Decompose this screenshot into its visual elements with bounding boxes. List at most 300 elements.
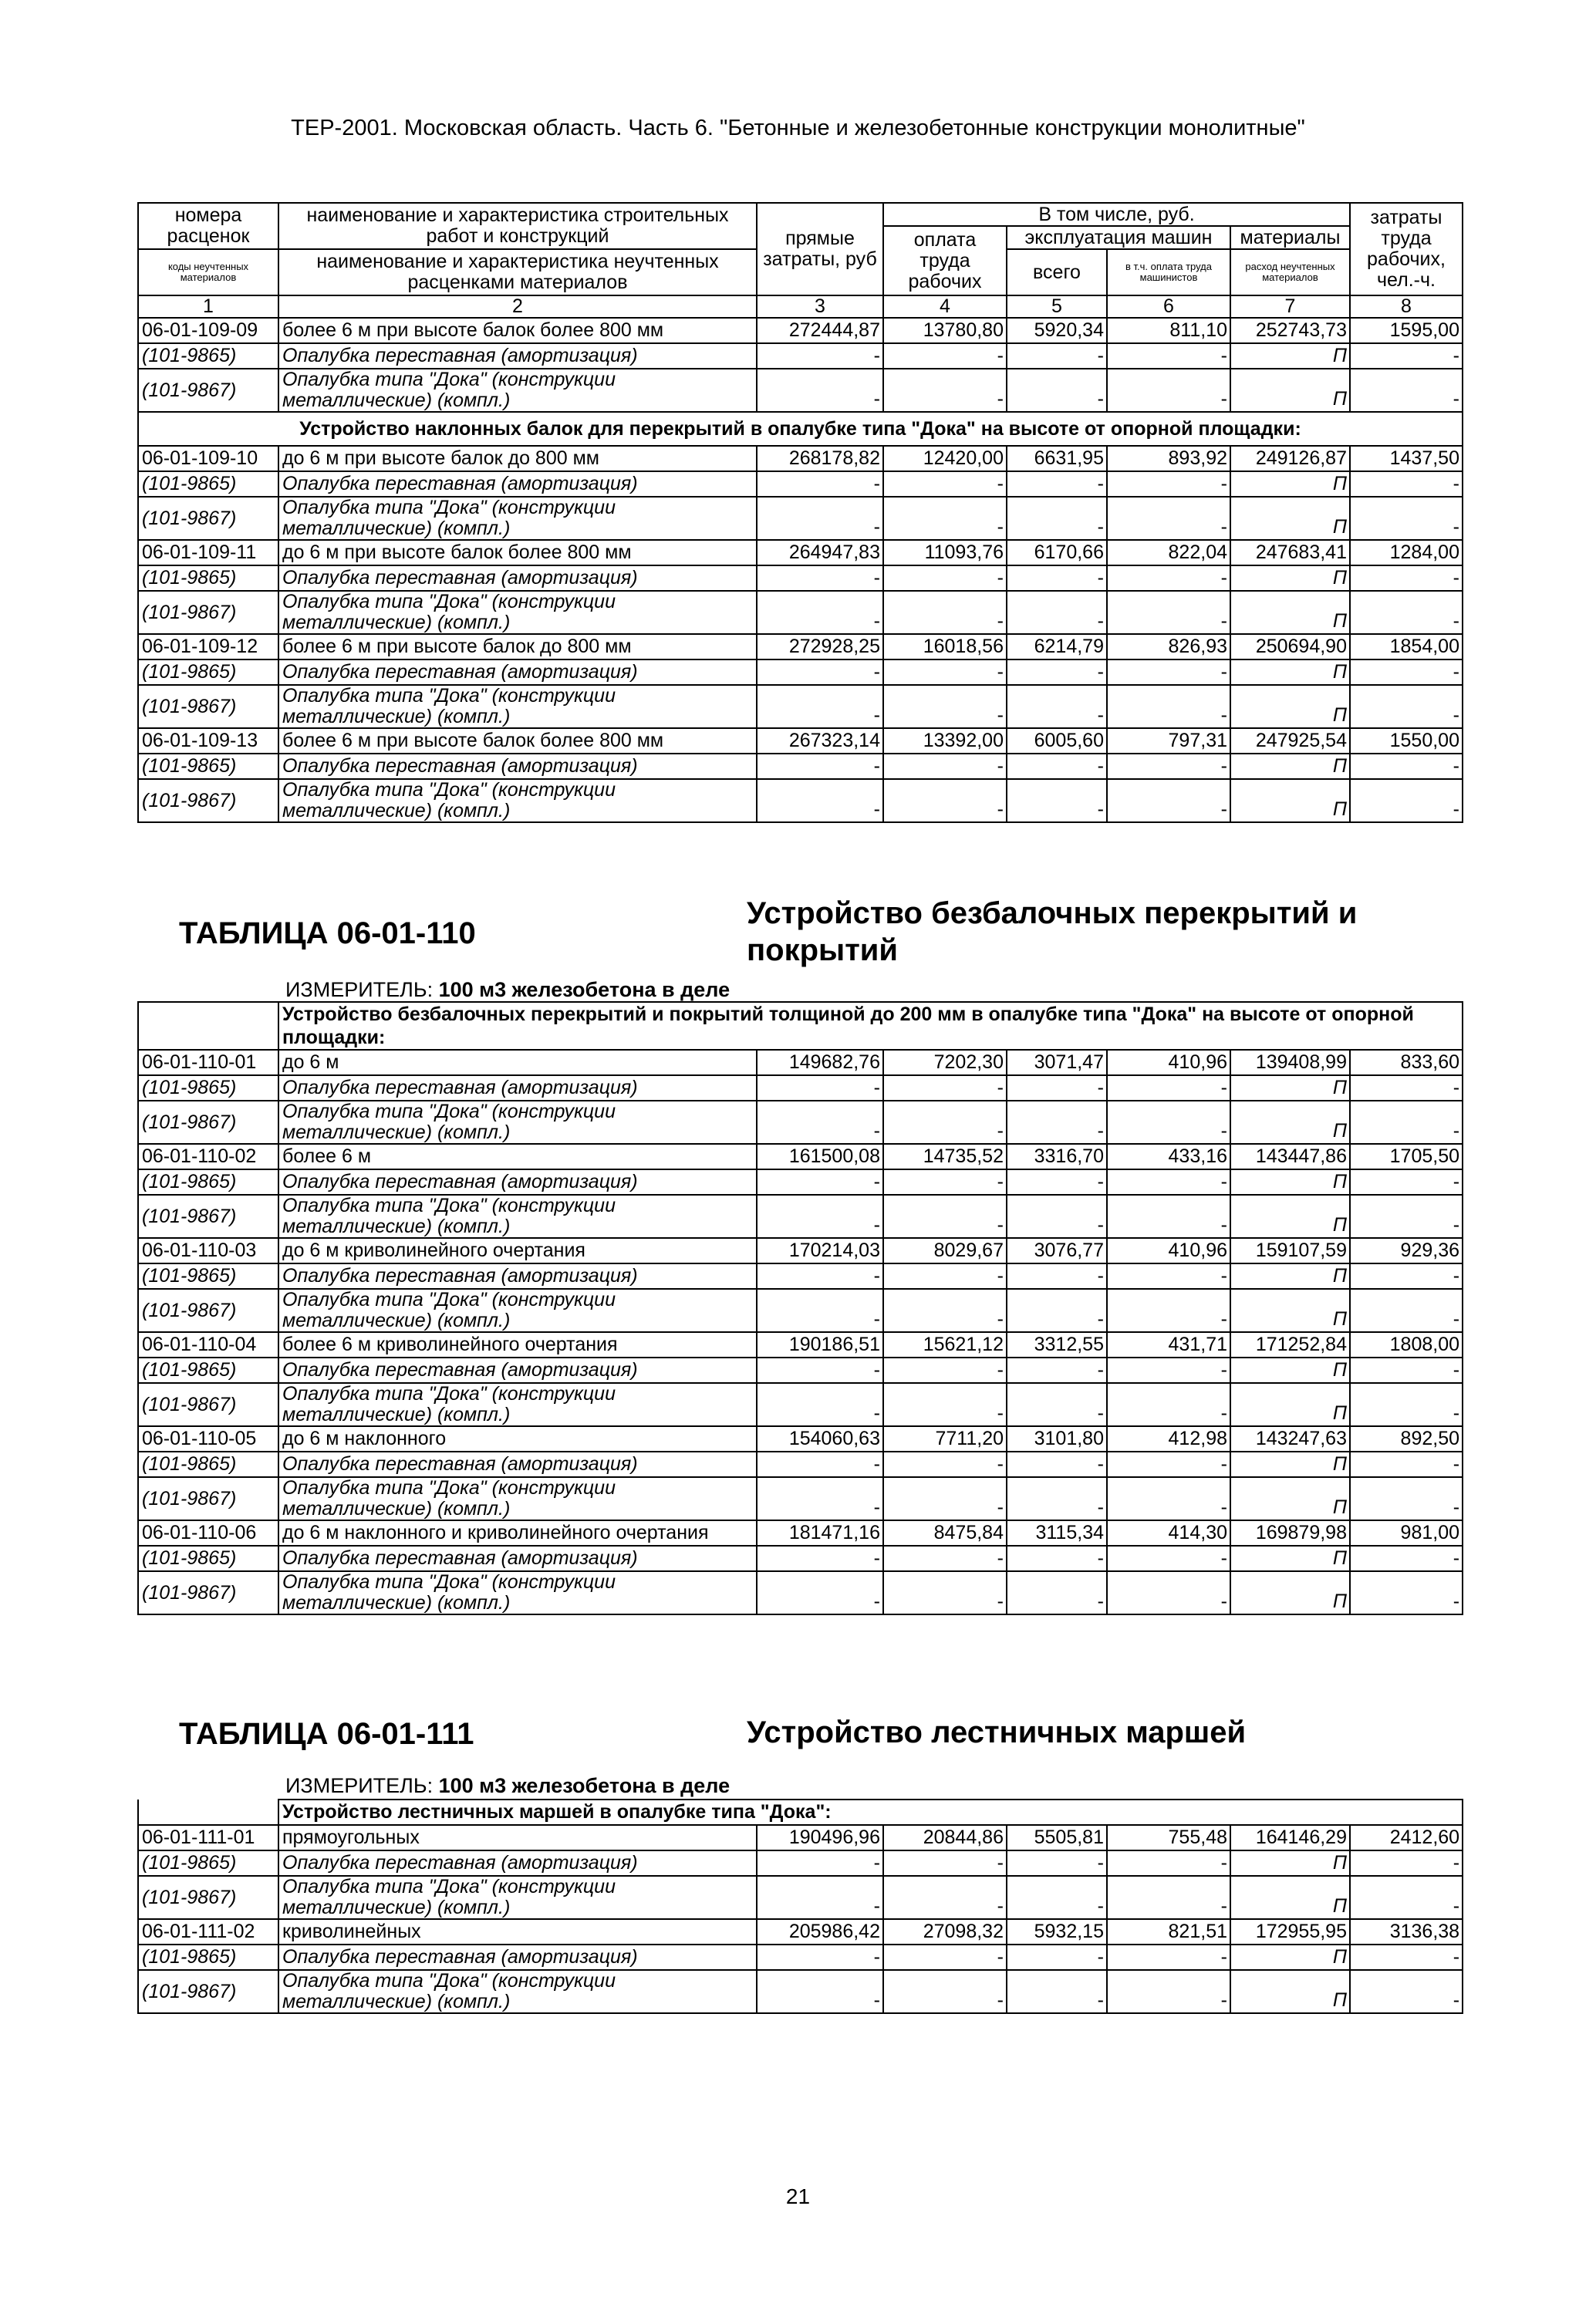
material-name-cell: Опалубка переставная (амортизация) [278,471,757,497]
wage-cell: 20844,86 [883,1825,1007,1850]
material-value-cell: - [1007,1101,1107,1144]
materials-cell: 143447,86 [1230,1144,1350,1169]
material-value-cell: П [1230,1970,1350,2013]
material-code-cell: (101-9865) [138,1358,278,1383]
row-code-cell: (101-9865) [138,343,278,369]
wage-cell: 14735,52 [883,1144,1007,1169]
row-code-cell: 06-01-110-05 [138,1426,278,1452]
material-name-cell: Опалубка типа "Дока" (конструкции металлические) (компл.) [278,1876,757,1919]
material-name-cell: Опалубка типа "Дока" (конструкции металлические) (компл.) [278,1970,757,2013]
material-value-cell: - [757,1075,883,1101]
material-name-cell: Опалубка переставная (амортизация) [278,754,757,779]
row-value-cell: - [1107,343,1230,369]
material-value-cell: - [1107,497,1230,540]
material-value-cell: - [883,565,1007,591]
material-name-cell: Опалубка типа "Дока" (конструкции металлические) (компл.) [278,685,757,728]
material-value-cell: - [1107,1195,1230,1238]
material-name-cell: Опалубка переставная (амортизация) [278,1546,757,1571]
wage-cell: 7202,30 [883,1050,1007,1075]
material-code-cell: (101-9867) [138,685,278,728]
material-value-cell: - [757,1383,883,1426]
material-value-cell: - [757,1876,883,1919]
row-name-cell: Опалубка переставная (амортизация) [278,343,757,369]
material-value-cell: - [1007,1876,1107,1919]
table-row [138,1426,1463,1452]
material-value-cell: П [1230,1850,1350,1876]
header-num: 7 [1230,295,1350,318]
table-row [138,634,1463,659]
material-row [138,1289,1463,1332]
material-code-cell: (101-9865) [138,1075,278,1101]
material-value-cell: - [883,1970,1007,2013]
material-row [138,1169,1463,1195]
material-code-cell: (101-9865) [138,1850,278,1876]
material-value-cell: - [757,1945,883,1970]
table-111 [137,1799,1463,2014]
measure-label: ИЗМЕРИТЕЛЬ: [285,978,434,1001]
material-value-cell: П [1230,779,1350,822]
material-value-cell: - [883,1477,1007,1520]
header-num: 1 [138,295,278,318]
material-value-cell: - [1007,659,1107,685]
material-value-cell: - [883,1075,1007,1101]
machine-cell: 6170,66 [1007,540,1107,565]
labor-cell: 1284,00 [1350,540,1463,565]
material-value-cell: - [1107,1358,1230,1383]
table-row [138,369,1463,412]
materials-cell: 247683,41 [1230,540,1350,565]
machine-wage-cell: 821,51 [1107,1919,1230,1945]
measure-value: 100 м3 железобетона в деле [438,978,731,1001]
wage-cell: 12420,00 [883,446,1007,471]
material-value-cell: - [1350,1289,1463,1332]
material-value-cell: - [1007,1289,1107,1332]
material-code-cell: (101-9867) [138,1876,278,1919]
machine-cell: 3316,70 [1007,1144,1107,1169]
labor-cell: 929,36 [1350,1238,1463,1263]
row-name-cell: более 6 м при высоте балок более 800 мм [278,728,757,754]
material-value-cell: - [757,1263,883,1289]
material-value-cell: - [1350,1383,1463,1426]
direct-cost-cell: 161500,08 [757,1144,883,1169]
material-row [138,1263,1463,1289]
material-value-cell: - [757,1101,883,1144]
material-value-cell: - [1107,1263,1230,1289]
materials-cell: 164146,29 [1230,1825,1350,1850]
labor-cell: 1808,00 [1350,1332,1463,1358]
direct-cost-cell: 205986,42 [757,1919,883,1945]
table-label: ТАБЛИЦА 06-01-111 [179,1717,474,1751]
material-value-cell: - [883,1383,1007,1426]
material-value-cell: П [1230,1195,1350,1238]
material-code-cell: (101-9867) [138,1195,278,1238]
material-row [138,1358,1463,1383]
material-value-cell: - [1350,659,1463,685]
material-code-cell: (101-9867) [138,1571,278,1614]
material-row [138,659,1463,685]
materials-cell: 159107,59 [1230,1238,1350,1263]
material-row [138,1195,1463,1238]
row-code-cell: 06-01-109-09 [138,318,278,343]
machine-cell: 6631,95 [1007,446,1107,471]
material-row [138,497,1463,540]
material-value-cell: - [1107,754,1230,779]
row-name-cell: до 6 м при высоте балок до 800 мм [278,446,757,471]
material-value-cell: - [1350,1546,1463,1571]
material-value-cell: - [1350,1358,1463,1383]
labor-cell: 1550,00 [1350,728,1463,754]
row-code-cell: 06-01-110-01 [138,1050,278,1075]
material-name-cell: Опалубка переставная (амортизация) [278,1850,757,1876]
row-name-cell: до 6 м наклонного [278,1426,757,1452]
material-value-cell: П [1230,1945,1350,1970]
material-value-cell: - [1350,1850,1463,1876]
material-value-cell: - [1007,591,1107,634]
row-name-cell: более 6 м [278,1144,757,1169]
machine-cell: 3076,77 [1007,1238,1107,1263]
material-row [138,1075,1463,1101]
material-code-cell: (101-9867) [138,591,278,634]
material-row [138,1876,1463,1919]
material-value-cell: - [883,1358,1007,1383]
material-row [138,1452,1463,1477]
direct-cost-cell: 272928,25 [757,634,883,659]
material-value-cell: - [1107,1452,1230,1477]
material-code-cell: (101-9867) [138,1477,278,1520]
material-value-cell: - [757,1546,883,1571]
table-row [138,1050,1463,1075]
material-name-cell: Опалубка переставная (амортизация) [278,1075,757,1101]
row-code-cell: 06-01-109-11 [138,540,278,565]
material-value-cell: - [757,1169,883,1195]
material-value-cell: - [1350,1169,1463,1195]
material-value-cell: - [1007,754,1107,779]
material-value-cell: - [757,779,883,822]
material-value-cell: - [1350,1477,1463,1520]
material-value-cell: П [1230,1101,1350,1144]
direct-cost-cell: 190186,51 [757,1332,883,1358]
machine-cell: 3071,47 [1007,1050,1107,1075]
material-value-cell: - [883,1546,1007,1571]
header-num: 3 [757,295,883,318]
material-value-cell: П [1230,1876,1350,1919]
section-heading: Устройство наклонных балок для перекрытий в опалубке типа "Дока" на высоте от опорной площадки: [138,412,1463,446]
row-value-cell: 5920,34 [1007,318,1107,343]
labor-cell: 1705,50 [1350,1144,1463,1169]
material-value-cell: - [1350,497,1463,540]
table-row [138,318,1463,343]
material-code-cell: (101-9867) [138,497,278,540]
material-value-cell: - [1350,591,1463,634]
material-code-cell: (101-9867) [138,779,278,822]
material-value-cell: - [1007,497,1107,540]
material-value-cell: - [1007,1850,1107,1876]
table-label: ТАБЛИЦА 06-01-110 [179,916,476,950]
materials-cell: 249126,87 [1230,446,1350,471]
direct-cost-cell: 267323,14 [757,728,883,754]
material-code-cell: (101-9865) [138,1263,278,1289]
material-code-cell: (101-9865) [138,471,278,497]
row-value-cell: - [1007,369,1107,412]
material-value-cell: - [1107,659,1230,685]
table-row [138,1144,1463,1169]
material-name-cell: Опалубка типа "Дока" (конструкции металлические) (компл.) [278,1101,757,1144]
row-value-cell: П [1230,343,1350,369]
row-code-cell: 06-01-109-12 [138,634,278,659]
page-number: 21 [785,2184,811,2208]
header-mach-wage: в т.ч. оплата труда машинистов [1107,249,1230,295]
table-title: Устройство лестничных маршей [747,1715,1247,1749]
labor-cell: 892,50 [1350,1426,1463,1452]
material-value-cell: - [1007,1075,1107,1101]
material-code-cell: (101-9865) [138,754,278,779]
material-value-cell: - [1007,471,1107,497]
row-value-cell: - [1007,343,1107,369]
header-incl: В том числе, руб. [883,203,1350,226]
material-value-cell: - [1107,1169,1230,1195]
row-value-cell: - [1350,369,1463,412]
material-value-cell: П [1230,1546,1350,1571]
material-value-cell: - [883,1452,1007,1477]
row-value-cell: - [1107,369,1230,412]
material-value-cell: - [1107,1970,1230,2013]
material-value-cell: - [883,1101,1007,1144]
material-value-cell: П [1230,1289,1350,1332]
material-name-cell: Опалубка типа "Дока" (конструкции металлические) (компл.) [278,1477,757,1520]
row-value-cell: 811,10 [1107,318,1230,343]
material-value-cell: - [1007,1383,1107,1426]
material-value-cell: - [757,1289,883,1332]
wage-cell: 27098,32 [883,1919,1007,1945]
row-name-cell: до 6 м наклонного и криволинейного очертания [278,1520,757,1546]
material-value-cell: П [1230,1571,1350,1614]
labor-cell: 981,00 [1350,1520,1463,1546]
materials-cell: 172955,95 [1230,1919,1350,1945]
material-value-cell: - [757,1970,883,2013]
material-value-cell: П [1230,1383,1350,1426]
section-heading: Устройство лестничных маршей в опалубке типа "Дока": [278,1800,1463,1825]
row-name-cell: прямоугольных [278,1825,757,1850]
table-row [138,728,1463,754]
material-value-cell: - [883,591,1007,634]
machine-wage-cell: 893,92 [1107,446,1230,471]
material-value-cell: П [1230,1452,1350,1477]
material-value-cell: - [757,685,883,728]
material-code-cell: (101-9867) [138,1970,278,2013]
header-direct: прямые затраты, руб [757,203,883,295]
material-value-cell: П [1230,1169,1350,1195]
material-value-cell: - [757,1477,883,1520]
material-row [138,1101,1463,1144]
header-name: наименование и характеристика строительных работ и конструкций [278,203,757,249]
material-value-cell: - [1007,1195,1107,1238]
table-title: Устройство безбалочных перекрытий и покрытий [747,896,1358,967]
header-mat-sub: расход неучтенных материалов [1230,249,1350,295]
machine-wage-cell: 822,04 [1107,540,1230,565]
labor-cell: 833,60 [1350,1050,1463,1075]
labor-cell: 1854,00 [1350,634,1463,659]
material-value-cell: - [883,1263,1007,1289]
material-value-cell: - [1350,1970,1463,2013]
material-row [138,1477,1463,1520]
material-value-cell: - [883,1945,1007,1970]
row-code-cell: 06-01-110-03 [138,1238,278,1263]
material-value-cell: - [1107,1101,1230,1144]
material-row [138,1546,1463,1571]
material-value-cell: - [883,497,1007,540]
table-row [138,1332,1463,1358]
measure-unit [285,1774,730,1798]
material-value-cell: П [1230,471,1350,497]
machine-cell: 5505,81 [1007,1825,1107,1850]
row-value-cell: 1595,00 [1350,318,1463,343]
material-row [138,1945,1463,1970]
table-row [138,1238,1463,1263]
material-value-cell: - [1107,779,1230,822]
material-value-cell: - [1007,1358,1107,1383]
material-row [138,779,1463,822]
material-name-cell: Опалубка типа "Дока" (конструкции металлические) (компл.) [278,591,757,634]
row-name-cell: более 6 м при высоте балок до 800 мм [278,634,757,659]
row-code-cell: (101-9867) [138,369,278,412]
header-mach-total: всего [1007,249,1107,295]
machine-cell: 5932,15 [1007,1919,1107,1945]
direct-cost-cell: 154060,63 [757,1426,883,1452]
material-name-cell: Опалубка типа "Дока" (конструкции металлические) (компл.) [278,779,757,822]
row-value-cell: П [1230,369,1350,412]
row-value-cell: - [757,343,883,369]
material-row [138,685,1463,728]
material-value-cell: - [757,1195,883,1238]
table-row [138,1919,1463,1945]
material-value-cell: П [1230,1477,1350,1520]
row-value-cell: - [1350,343,1463,369]
material-value-cell: - [883,1195,1007,1238]
row-value-cell: - [883,343,1007,369]
material-value-cell: П [1230,754,1350,779]
material-row [138,1571,1463,1614]
material-value-cell: - [1007,685,1107,728]
material-value-cell: - [1107,591,1230,634]
material-value-cell: П [1230,685,1350,728]
material-row [138,1850,1463,1876]
material-row [138,1383,1463,1426]
row-value-cell: 272444,87 [757,318,883,343]
material-value-cell: - [1007,1452,1107,1477]
material-value-cell: - [1350,779,1463,822]
header-mat: материалы [1230,226,1350,249]
machine-cell: 6214,79 [1007,634,1107,659]
material-value-cell: - [757,471,883,497]
material-row [138,565,1463,591]
header-code-sub: коды неучтенных материалов [138,249,278,295]
header-wage: оплата труда рабочих [883,226,1007,295]
row-name-cell: до 6 м [278,1050,757,1075]
material-code-cell: (101-9865) [138,565,278,591]
material-value-cell: - [1350,1571,1463,1614]
material-value-cell: - [757,1571,883,1614]
material-code-cell: (101-9865) [138,1546,278,1571]
materials-cell: 143247,63 [1230,1426,1350,1452]
material-name-cell: Опалубка типа "Дока" (конструкции металлические) (компл.) [278,1383,757,1426]
machine-wage-cell: 826,93 [1107,634,1230,659]
row-code-cell: 06-01-110-04 [138,1332,278,1358]
material-row [138,471,1463,497]
labor-cell: 3136,38 [1350,1919,1463,1945]
material-value-cell: - [1107,1876,1230,1919]
material-code-cell: (101-9867) [138,1383,278,1426]
wage-cell: 16018,56 [883,634,1007,659]
machine-cell: 3115,34 [1007,1520,1107,1546]
direct-cost-cell: 264947,83 [757,540,883,565]
machine-wage-cell: 433,16 [1107,1144,1230,1169]
material-value-cell: - [1107,1546,1230,1571]
header-name-sub: наименование и характеристика неучтенных расценками материалов [278,249,757,295]
material-name-cell: Опалубка типа "Дока" (конструкции металлические) (компл.) [278,1195,757,1238]
measure-unit [285,978,730,1002]
measure-value: 100 м3 железобетона в деле [438,1774,731,1797]
material-value-cell: - [1350,685,1463,728]
direct-cost-cell: 181471,16 [757,1520,883,1546]
material-value-cell: - [1350,1263,1463,1289]
header-num: 5 [1007,295,1107,318]
row-name-cell: до 6 м при высоте балок более 800 мм [278,540,757,565]
material-value-cell: - [883,1571,1007,1614]
material-value-cell: - [1107,471,1230,497]
table-109 [137,202,1463,823]
material-value-cell: - [1007,1571,1107,1614]
material-value-cell: - [757,659,883,685]
wage-cell: 15621,12 [883,1332,1007,1358]
row-code-cell: 06-01-110-06 [138,1520,278,1546]
material-value-cell: - [1350,1876,1463,1919]
material-value-cell: П [1230,659,1350,685]
material-value-cell: - [1007,779,1107,822]
wage-cell: 7711,20 [883,1426,1007,1452]
direct-cost-cell: 268178,82 [757,446,883,471]
row-name-cell: до 6 м криволинейного очертания [278,1238,757,1263]
wage-cell: 8475,84 [883,1520,1007,1546]
material-value-cell: П [1230,1075,1350,1101]
header-num: 4 [883,295,1007,318]
machine-wage-cell: 431,71 [1107,1332,1230,1358]
material-name-cell: Опалубка переставная (амортизация) [278,1945,757,1970]
material-value-cell: П [1230,565,1350,591]
material-name-cell: Опалубка типа "Дока" (конструкции металлические) (компл.) [278,497,757,540]
material-value-cell: - [1107,1571,1230,1614]
table-row [138,1520,1463,1546]
material-value-cell: - [883,471,1007,497]
machine-cell: 6005,60 [1007,728,1107,754]
material-value-cell: - [1007,1169,1107,1195]
labor-cell: 1437,50 [1350,446,1463,471]
machine-cell: 3312,55 [1007,1332,1107,1358]
material-value-cell: - [1107,685,1230,728]
material-name-cell: Опалубка переставная (амортизация) [278,659,757,685]
wage-cell: 11093,76 [883,540,1007,565]
material-name-cell: Опалубка переставная (амортизация) [278,1452,757,1477]
material-row [138,1970,1463,2013]
material-value-cell: - [757,565,883,591]
material-value-cell: - [757,1358,883,1383]
material-value-cell: - [1007,1970,1107,2013]
materials-cell: 139408,99 [1230,1050,1350,1075]
machine-wage-cell: 797,31 [1107,728,1230,754]
machine-wage-cell: 410,96 [1107,1050,1230,1075]
material-value-cell: - [1107,1075,1230,1101]
row-name-cell: более 6 м криволинейного очертания [278,1332,757,1358]
header-labor: затраты труда рабочих, чел.-ч. [1350,203,1463,295]
